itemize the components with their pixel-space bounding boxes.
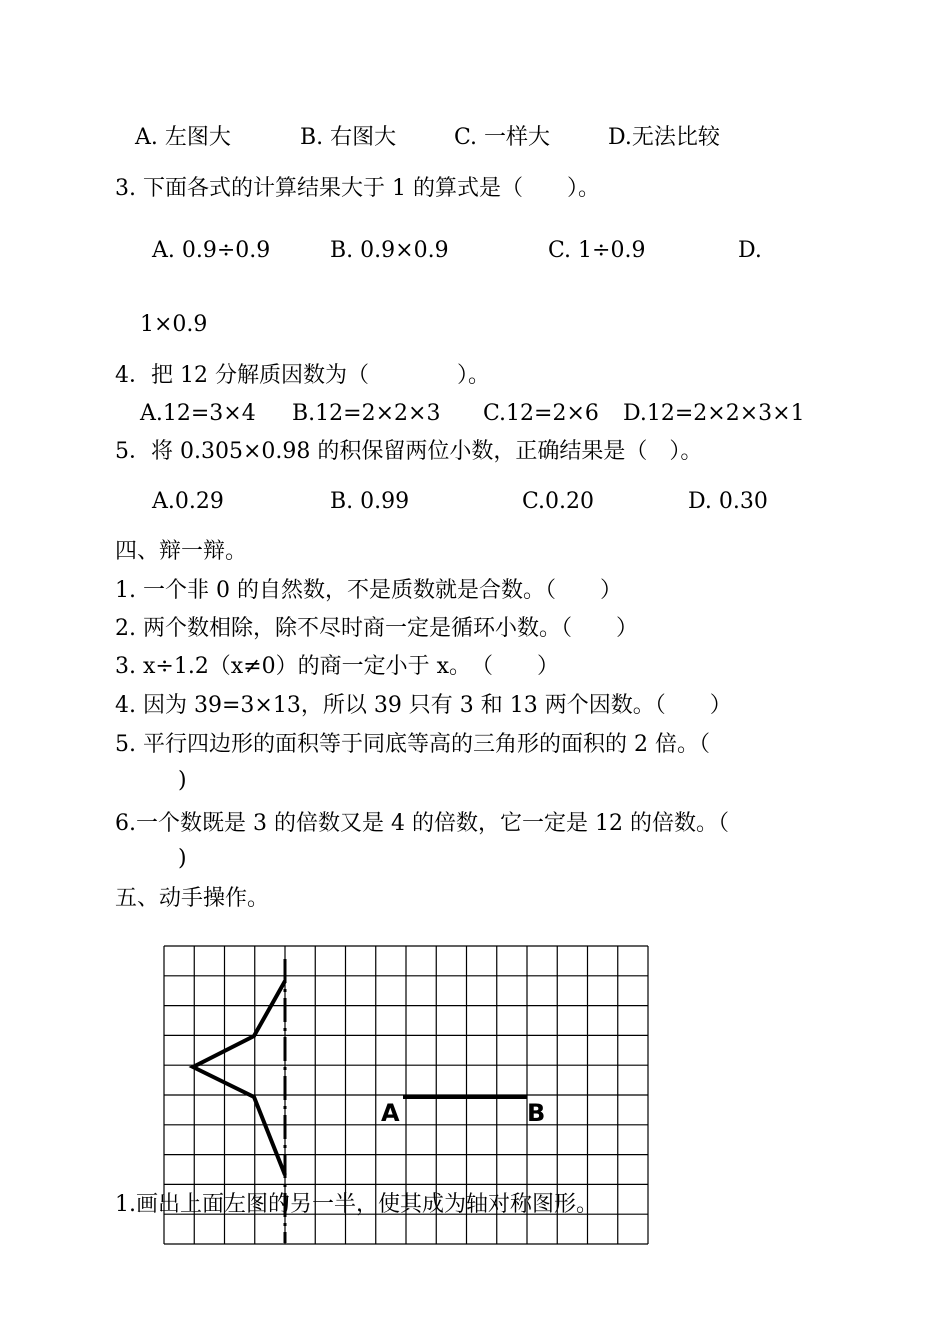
section4-title: 四、辩一辩。: [115, 539, 248, 564]
section5-title: 五、动手操作。: [115, 886, 270, 911]
q2-option-b: B. 右图大: [300, 125, 397, 150]
q4-option-c: C.12=2×6: [483, 401, 599, 426]
q5-option-b: B. 0.99: [330, 489, 410, 514]
q2-option-d: D.无法比较: [608, 125, 720, 150]
q2-option-c: C. 一样大: [454, 125, 551, 150]
point-a-label: A: [381, 1099, 400, 1127]
section4-item-6-close: ): [178, 846, 187, 871]
q5-option-c: C.0.20: [522, 489, 595, 514]
section4-item-6: 6.一个数既是 3 的倍数又是 4 的倍数，它一定是 12 的倍数。（: [115, 811, 729, 836]
q3-stem: 3. 下面各式的计算结果大于 1 的算式是（ ）。: [115, 176, 600, 201]
q3-option-c: C. 1÷0.9: [548, 238, 646, 263]
section4-item-3: 3. x÷1.2（x≠0）的商一定小于 x。 （ ）: [115, 654, 560, 679]
q3-option-a: A. 0.9÷0.9: [152, 238, 271, 263]
section4-item-5: 5. 平行四边形的面积等于同底等高的三角形的面积的 2 倍。（: [115, 732, 710, 757]
point-b-label: B: [527, 1099, 546, 1127]
q5-option-a: A.0.29: [152, 489, 224, 514]
q4-stem: 4．把 12 分解质因数为（ ）。: [115, 363, 490, 388]
section4-item-1: 1. 一个非 0 的自然数，不是质数就是合数。（ ）: [115, 578, 622, 603]
q3-option-d: D.: [738, 238, 762, 263]
q4-option-a: A.12=3×4: [140, 401, 256, 426]
section5-instruction: 1.画出上面左图的另一半，使其成为轴对称图形。: [115, 1192, 598, 1217]
half-figure: [193, 981, 285, 1175]
q4-option-b: B.12=2×2×3: [292, 401, 441, 426]
section4-item-4: 4. 因为 39=3×13，所以 39 只有 3 和 13 两个因数。（ ）: [115, 693, 732, 718]
q5-stem: 5．将 0.305×0.98 的积保留两位小数，正确结果是（ ）。: [115, 439, 703, 464]
q2-option-a: A. 左图大: [135, 125, 231, 150]
q3-option-b: B. 0.9×0.9: [330, 238, 449, 263]
section4-item-5-close: ): [178, 768, 187, 793]
section4-item-2: 2. 两个数相除，除不尽时商一定是循环小数。（ ）: [115, 616, 638, 641]
q5-option-d: D. 0.30: [688, 489, 768, 514]
q3-option-d-value: 1×0.9: [140, 312, 208, 337]
q4-option-d: D.12=2×2×3×1: [623, 401, 805, 426]
